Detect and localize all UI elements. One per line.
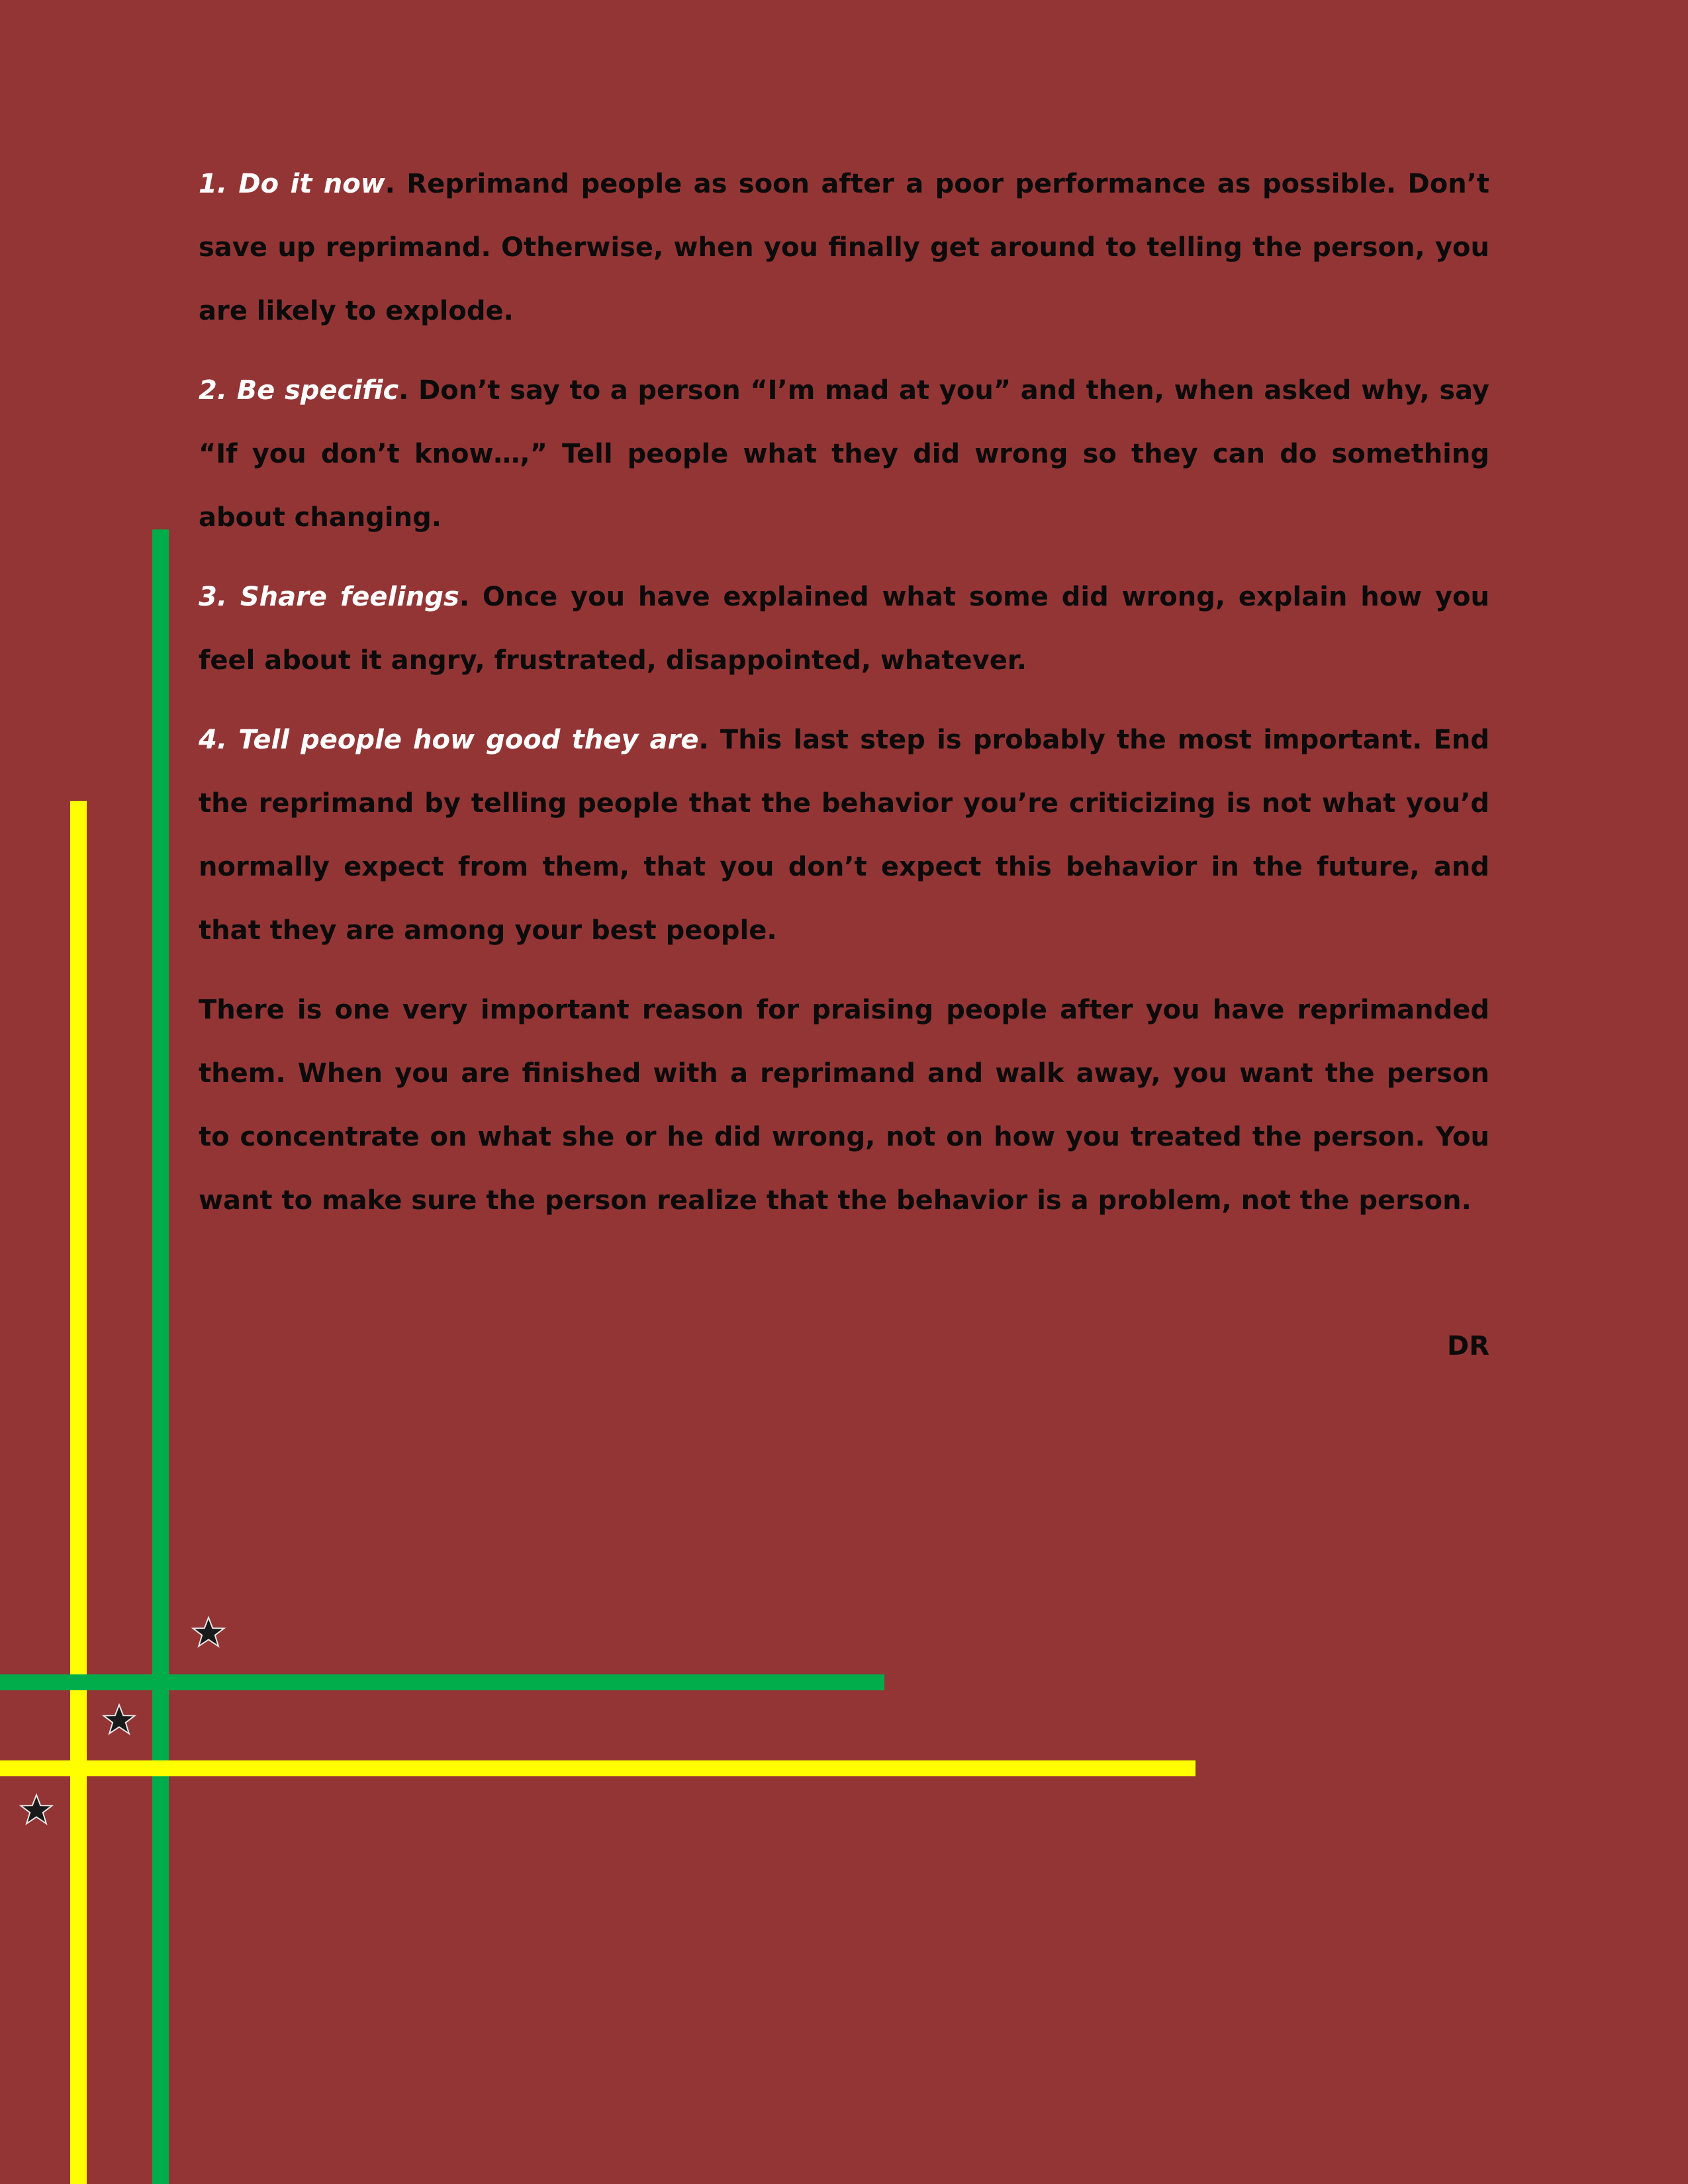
item-heading: 2. Be specific [199,375,399,406]
document-text [199,152,1489,1394]
closing-paragraph: There is one very important reason for praising people after you have reprimanded them. When you are finished with a reprimand and walk away, you want the person to concentrate on what she or he did wrong, not on how you treated the person. You want to make sure the person realize that the behavior is a problem, not the person. [199,995,1489,1216]
item-body: . Don’t say to a person “I’m mad at you” and then, when asked why, say “If you don’t know…,” Tell people what they did wrong so they can do something about changing. [199,375,1489,533]
yellow-vertical-bar [70,801,87,2184]
green-vertical-bar [152,529,169,2184]
paragraph-share-feelings [199,565,1489,692]
item-body: . Once you have explained what some did wrong, explain how you feel about it angry, frustrated, disappointed, whatever. [199,582,1489,676]
paragraph-do-it-now [199,152,1489,343]
star-icon [101,1702,137,1738]
item-heading: 1. Do it now [199,169,385,199]
star-icon [191,1615,226,1651]
star-icon [19,1792,54,1828]
item-heading: 4. Tell people how good they are [199,725,699,755]
yellow-horizontal-bar [0,1760,1196,1776]
paragraph-be-specific [199,359,1489,549]
paragraph-tell-people-how-good [199,708,1489,962]
green-horizontal-bar [0,1674,884,1690]
item-heading: 3. Share feelings [199,582,459,612]
item-body: . This last step is probably the most important. End the reprimand by telling people that the behavior you’re criticizing is not what you’d normally expect from them, that you don’t expect this behavior in the future, and that they are among your best people. [199,725,1490,946]
signature: DR [1446,1331,1489,1361]
item-body: . Reprimand people as soon after a poor performance as possible. Don’t save up reprimand. Otherwise, when you finally get around to telling the person, you are likely to explode. [199,169,1490,326]
